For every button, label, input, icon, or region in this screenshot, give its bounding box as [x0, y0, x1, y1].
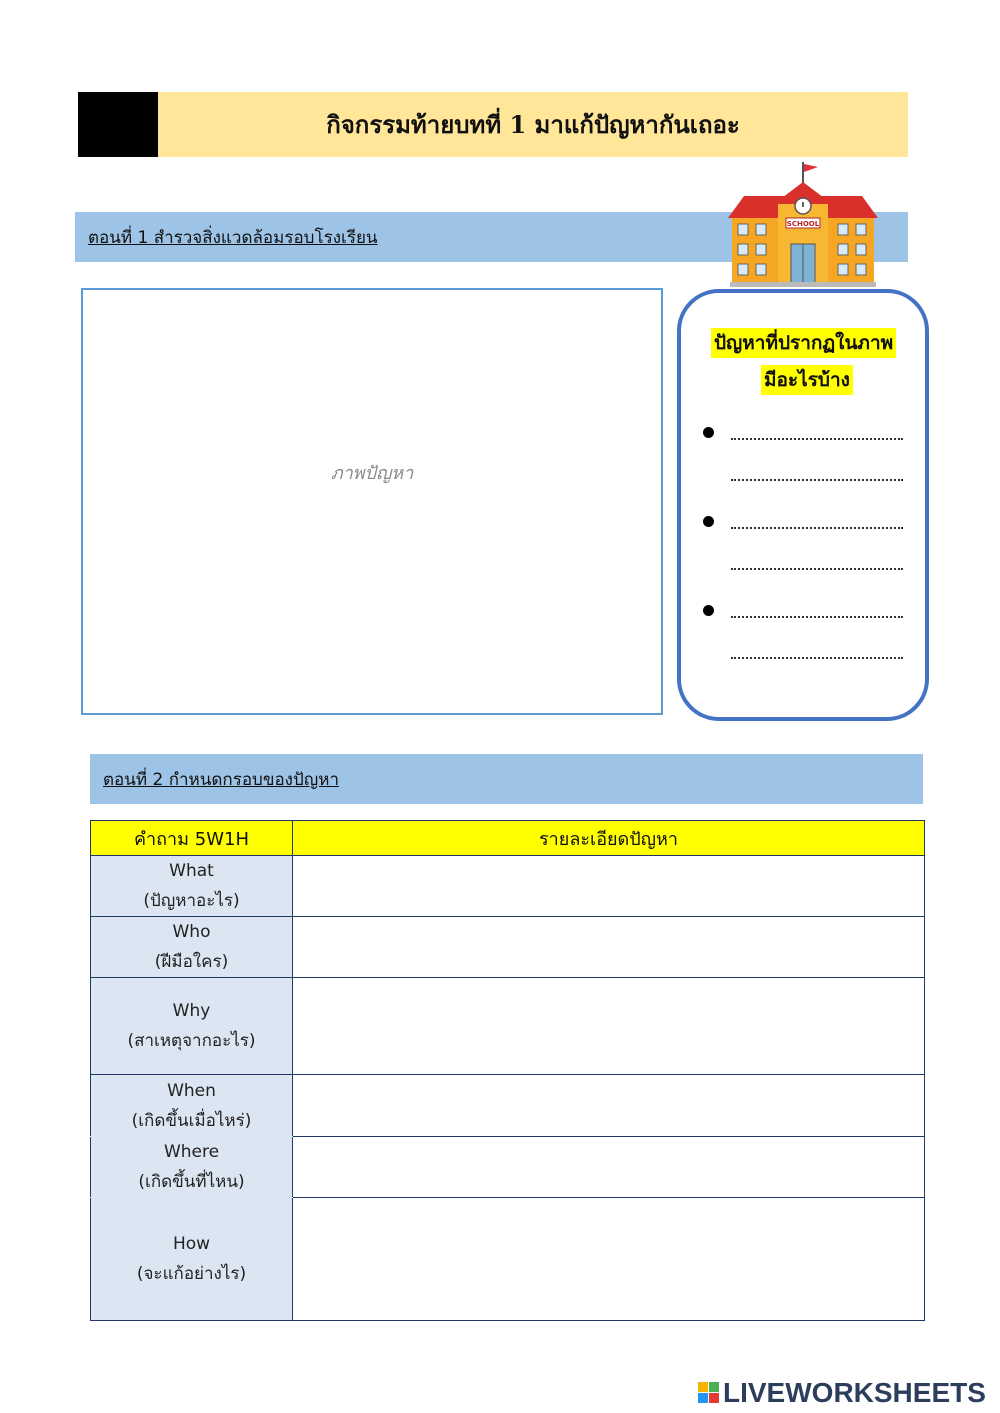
question-cell-why [91, 978, 293, 1075]
table-row [91, 978, 925, 1075]
section2-header [90, 754, 923, 804]
answer-line-3a[interactable] [731, 616, 903, 618]
question-en: Where [163, 1142, 220, 1162]
question-cell-what [91, 856, 293, 917]
school-icon [726, 160, 880, 288]
answer-cell-when[interactable] [293, 1075, 925, 1137]
problem-box-heading-line1: ปัญหาที่ปรากฏในภาพ [711, 328, 896, 358]
answer-cell-why[interactable] [293, 978, 925, 1075]
bullet-3 [703, 605, 714, 616]
table-row [91, 1137, 925, 1198]
section2-heading: ตอนที่ 2 กำหนดกรอบของปัญหา [103, 769, 339, 790]
question-en: Who [172, 922, 211, 942]
table-row [91, 856, 925, 917]
liveworksheets-logo-icon [698, 1382, 720, 1404]
question-cell-where [91, 1137, 293, 1198]
answer-cell-where[interactable] [293, 1137, 925, 1198]
table-row [91, 1075, 925, 1137]
title-black-block [78, 92, 158, 157]
question-en: How [172, 1234, 211, 1254]
liveworksheets-watermark [698, 1378, 986, 1408]
answer-cell-what[interactable] [293, 856, 925, 917]
question-cell-when [91, 1075, 293, 1137]
school-sign-text: SCHOOL [786, 220, 820, 228]
picture-box[interactable] [81, 288, 663, 715]
answer-line-2b[interactable] [731, 568, 903, 570]
answer-line-3b[interactable] [731, 657, 903, 659]
table-header-question: คำถาม 5W1H [91, 821, 293, 856]
question-cell-who [91, 917, 293, 978]
question-cell-how [91, 1198, 293, 1321]
table-header-detail: รายละเอียดปัญหา [293, 821, 925, 856]
question-th: (เกิดขึ้นเมื่อไหร่) [131, 1110, 252, 1131]
question-th: (ฝีมือใคร) [154, 952, 229, 972]
problem-framing-table [90, 820, 925, 1321]
section1-heading: ตอนที่ 1 สำรวจสิ่งแวดล้อมรอบโรงเรียน [88, 227, 378, 248]
table-row [91, 1198, 925, 1321]
question-th: (ปัญหาอะไร) [143, 891, 240, 911]
answer-cell-who[interactable] [293, 917, 925, 978]
bullet-1 [703, 427, 714, 438]
bullet-2 [703, 516, 714, 527]
watermark-text: LIVEWORKSHEETS [723, 1377, 986, 1408]
question-en: When [167, 1080, 216, 1101]
page-title: กิจกรรมท้ายบทที่ 1 มาแก้ปัญหากันเถอะ [326, 110, 740, 139]
question-en: What [169, 861, 214, 881]
picture-placeholder: ภาพปัญหา [330, 463, 414, 484]
page-title-bar [158, 92, 908, 157]
question-th: (เกิดขึ้นที่ไหน) [138, 1172, 245, 1192]
answer-cell-how[interactable] [293, 1198, 925, 1321]
problem-list-box [677, 289, 929, 721]
question-th: (สาเหตุจากอะไร) [127, 1031, 256, 1051]
table-row [91, 917, 925, 978]
answer-line-2a[interactable] [731, 527, 903, 529]
answer-line-1a[interactable] [731, 438, 903, 440]
answer-line-1b[interactable] [731, 479, 903, 481]
question-en: Why [172, 1001, 211, 1021]
question-th: (จะแก้อย่างไร) [136, 1264, 247, 1284]
problem-box-heading-line2: มีอะไรบ้าง [761, 365, 853, 395]
